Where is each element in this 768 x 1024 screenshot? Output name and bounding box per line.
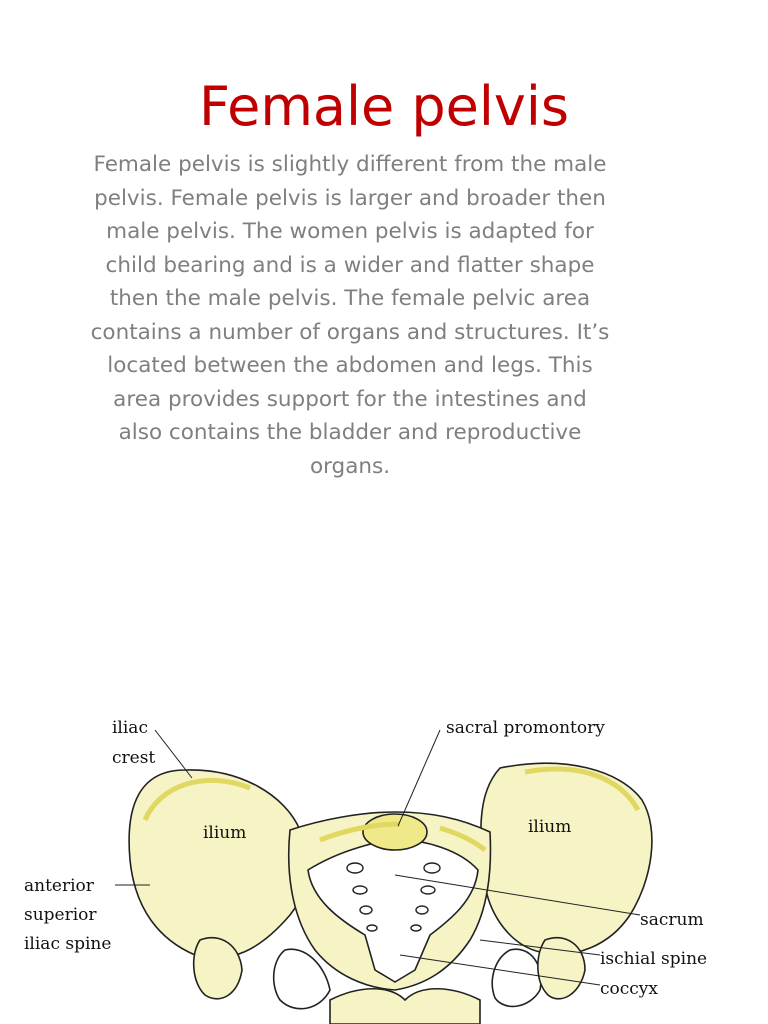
label-ischial-spine: ischial spine xyxy=(600,949,708,969)
label-asis-3: iliac spine xyxy=(24,934,112,954)
page-title: Female pelvis xyxy=(198,75,569,138)
paragraph-line: area provides support for the intestines and xyxy=(113,386,587,412)
label-coccyx: coccyx xyxy=(600,979,658,999)
label-asis-1: anterior xyxy=(24,876,94,896)
pelvis-illustration xyxy=(20,700,740,1024)
label-iliac-crest-2: crest xyxy=(112,748,156,768)
paragraph-line: male pelvis. The women pelvis is adapted for xyxy=(106,219,594,244)
paragraph-line: organs. xyxy=(309,453,391,479)
pelvis-diagram xyxy=(20,700,740,1024)
label-sacral-promontory: sacral promontory xyxy=(446,718,605,738)
pubis-shape xyxy=(330,989,480,1024)
paragraph-line: then the male pelvis. The female pelvic area xyxy=(109,286,591,311)
left-ilium-shape xyxy=(129,770,306,958)
paragraph-line: also contains the bladder and reproductive xyxy=(118,420,582,445)
paragraph-line: located between the abdomen and legs. This xyxy=(107,353,593,378)
label-asis-2: superior xyxy=(24,905,97,925)
label-ilium-right: ilium xyxy=(528,817,572,837)
description-paragraph xyxy=(40,148,660,483)
label-sacrum: sacrum xyxy=(640,910,704,930)
sacral-promontory-shape xyxy=(363,814,427,850)
paragraph-line: contains a number of organs and structures. It’s xyxy=(90,319,610,345)
label-ilium-left: ilium xyxy=(203,823,247,843)
label-iliac-crest-1: iliac xyxy=(112,718,148,738)
right-obturator-shape xyxy=(492,949,541,1006)
right-ischium-shape xyxy=(538,938,585,999)
paragraph-line: pelvis. Female pelvis is larger and broader then xyxy=(94,185,606,211)
paragraph-line: Female pelvis is slightly different from the male xyxy=(93,152,607,177)
paragraph-line: child bearing and is a wider and flatter shape xyxy=(105,252,595,278)
